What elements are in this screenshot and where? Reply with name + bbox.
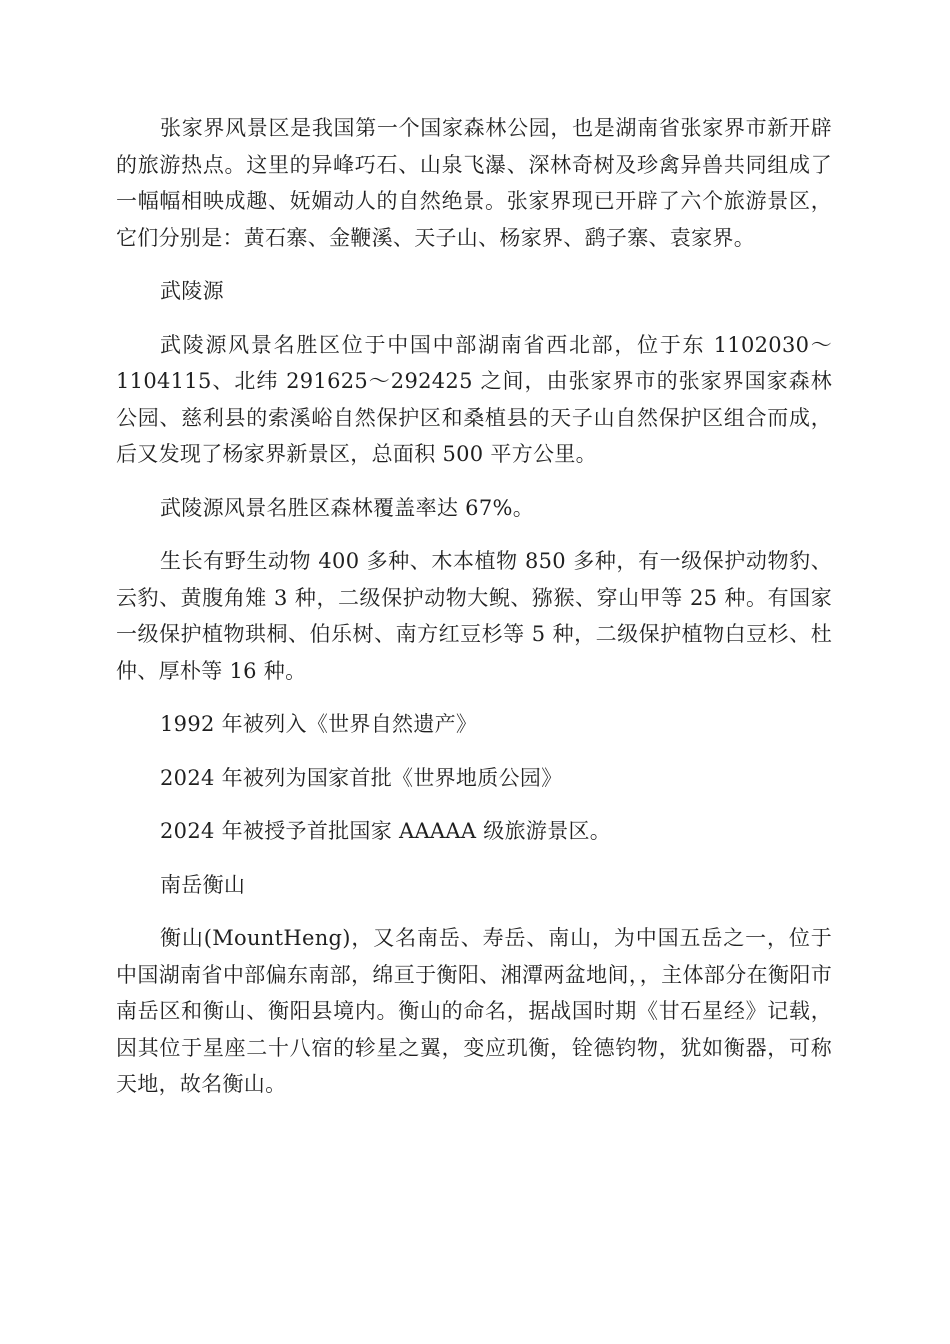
paragraph-wildlife: 生长有野生动物 400 多种、木本植物 850 多种，有一级保护动物豹、云豹、黄腹角雉 3 种，二级保护动物大鲵、猕猴、穿山甲等 25 种。有国家一级保护植物珙桐、伯乐树、南方红豆杉等 5 种，二级保护植物白豆杉、杜仲、厚朴等 16 种。 xyxy=(116,549,832,683)
section-heading-hengshan: 南岳衡山 xyxy=(160,872,246,897)
paragraph-zhangjiajie-intro: 张家界风景区是我国第一个国家森林公园，也是湖南省张家界市新开辟的旅游热点。这里的异峰巧石、山泉飞瀑、深林奇树及珍禽异兽共同组成了一幅幅相映成趣、妩媚动人的自然绝景。张家界现已开辟了六个旅游景区，它们分别是：黄石寨、金鞭溪、天子山、杨家界、鹞子寨、袁家界。 xyxy=(116,116,832,250)
paragraph-world-heritage: 1992 年被列入《世界自然遗产》 xyxy=(160,712,478,736)
paragraph-wulingyuan-location: 武陵源风景名胜区位于中国中部湖南省西北部，位于东 1102030～1104115、北纬 291625～292425 之间，由张家界市的张家界国家森林公园、慈利县的索溪峪自然保护区和桑植县的天子山自然保护区组合而成，后又发现了杨家界新景区，总面积 500 平方公里。 xyxy=(116,332,832,466)
section-heading-wulingyuan: 武陵源 xyxy=(160,279,224,303)
paragraph-aaaaa-rating: 2024 年被授予首批国家 AAAAA 级旅游景区。 xyxy=(160,819,612,843)
paragraph-hengshan-intro: 衡山(MountHeng)，又名南岳、寿岳、南山，为中国五岳之一，位于中国湖南省中部偏东南部，绵亘于衡阳、湘潭两盆地间，，主体部分在衡阳市南岳区和衡山、衡阳县境内。衡山的命名，据战国时期《甘石星经》记载，因其位于星座二十八宿的轸星之翼，变应玑衡，铨德钧物，犹如衡器，可称天地，故名衡山。 xyxy=(116,926,832,1096)
paragraph-geopark: 2024 年被列为国家首批《世界地质公园》 xyxy=(160,765,563,790)
document-body xyxy=(116,110,832,1120)
paragraph-forest-coverage: 武陵源风景名胜区森林覆盖率达 67%。 xyxy=(160,495,535,520)
